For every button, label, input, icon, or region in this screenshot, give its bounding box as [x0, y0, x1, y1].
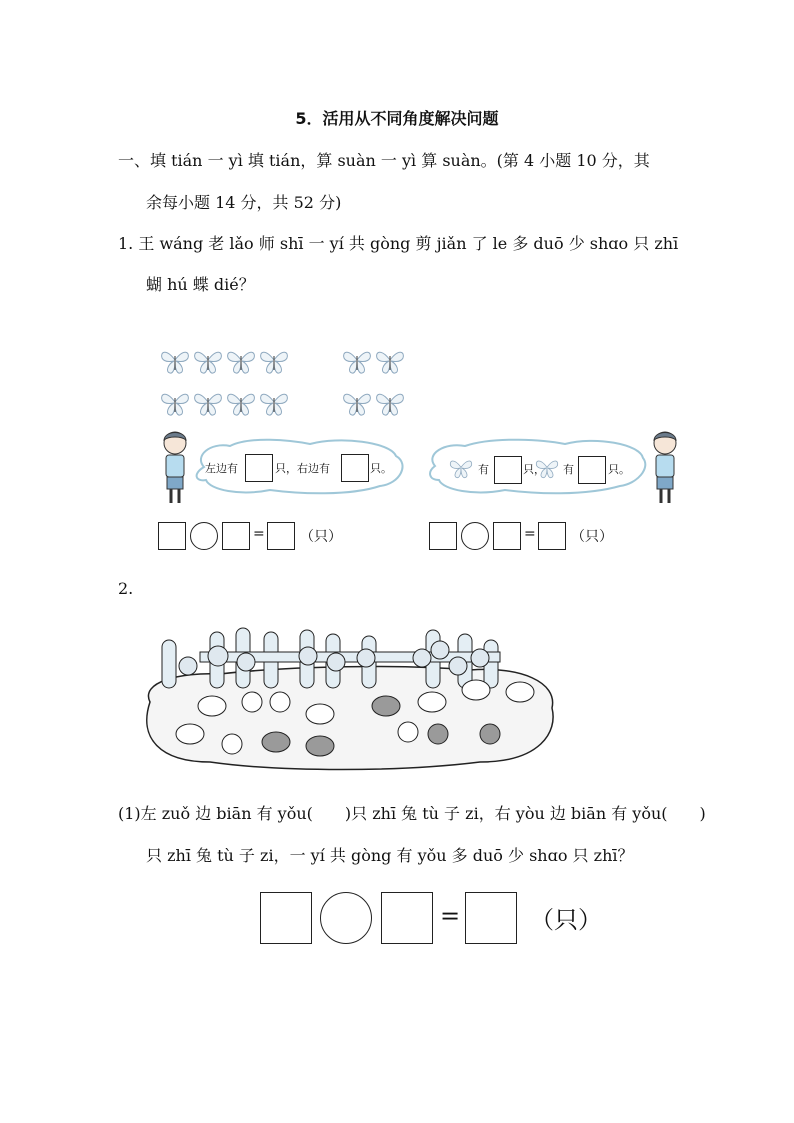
answer-box[interactable] — [465, 892, 517, 944]
q2-sub1-line1: (1)左 zuǒ 边 biān 有 yǒu( )只 zhī 兔 tù 子 zi，右 yòu 边 biān 有 yǒu( ) — [118, 804, 706, 823]
answer-box[interactable] — [429, 522, 457, 550]
rabbits-illustration — [140, 622, 558, 772]
answer-box[interactable] — [267, 522, 295, 550]
answer-box[interactable] — [493, 522, 521, 550]
answer-box[interactable] — [158, 522, 186, 550]
answer-box[interactable] — [222, 522, 250, 550]
answer-box[interactable] — [538, 522, 566, 550]
answer-box[interactable] — [578, 456, 606, 484]
operator-circle[interactable] — [320, 892, 372, 944]
answer-box[interactable] — [260, 892, 312, 944]
boy-left-illustration — [155, 428, 195, 510]
answer-box[interactable] — [494, 456, 522, 484]
bubble-left-text-a: 左边有 — [205, 462, 238, 475]
q2-sub1-line2: 只 zhī 兔 tù 子 zi，一 yí 共 gòng 有 yǒu 多 duō 少 shɑo 只 zhī？ — [146, 846, 634, 865]
unit-label: （只） — [571, 529, 613, 545]
operator-circle[interactable] — [461, 522, 489, 550]
bubble-right-text-a: 有 — [478, 463, 489, 476]
answer-box[interactable] — [381, 892, 433, 944]
unit-label: （只） — [530, 906, 602, 934]
page-title: 5．活用从不同角度解决问题 — [295, 109, 499, 128]
operator-circle[interactable] — [190, 522, 218, 550]
section-header-line2: 余每小题 14 分，共 52 分) — [146, 193, 342, 212]
q1-text-line1: 1. 王 wáng 老 lǎo 师 shī 一 yí 共 gòng 剪 jiǎn 了 le 多 duō 少 shɑo 只 zhī — [118, 234, 679, 253]
bubble-right-text-b: 只， — [523, 463, 545, 476]
q1-text-line2: 蝴 hú 蝶 dié？ — [146, 275, 255, 294]
equals-sign: = — [524, 526, 536, 542]
equals-sign: = — [440, 902, 461, 930]
bubble-right-text-c: 有 — [563, 463, 574, 476]
answer-box[interactable] — [341, 454, 369, 482]
section-header-line1: 一、填 tián 一 yì 填 tián，算 suàn 一 yì 算 suàn。(第 4 小题 10 分，其 — [118, 151, 650, 170]
bubble-left-text-b: 只，右边有 — [275, 462, 330, 475]
equals-sign: = — [253, 526, 265, 542]
bubble-right-text-d: 只。 — [608, 463, 630, 476]
answer-box[interactable] — [245, 454, 273, 482]
unit-label: （只） — [300, 529, 342, 545]
butterflies-illustration — [150, 340, 420, 426]
boy-right-illustration — [645, 428, 685, 510]
q2-number: 2. — [118, 579, 134, 598]
bubble-left-text-c: 只。 — [370, 462, 392, 475]
